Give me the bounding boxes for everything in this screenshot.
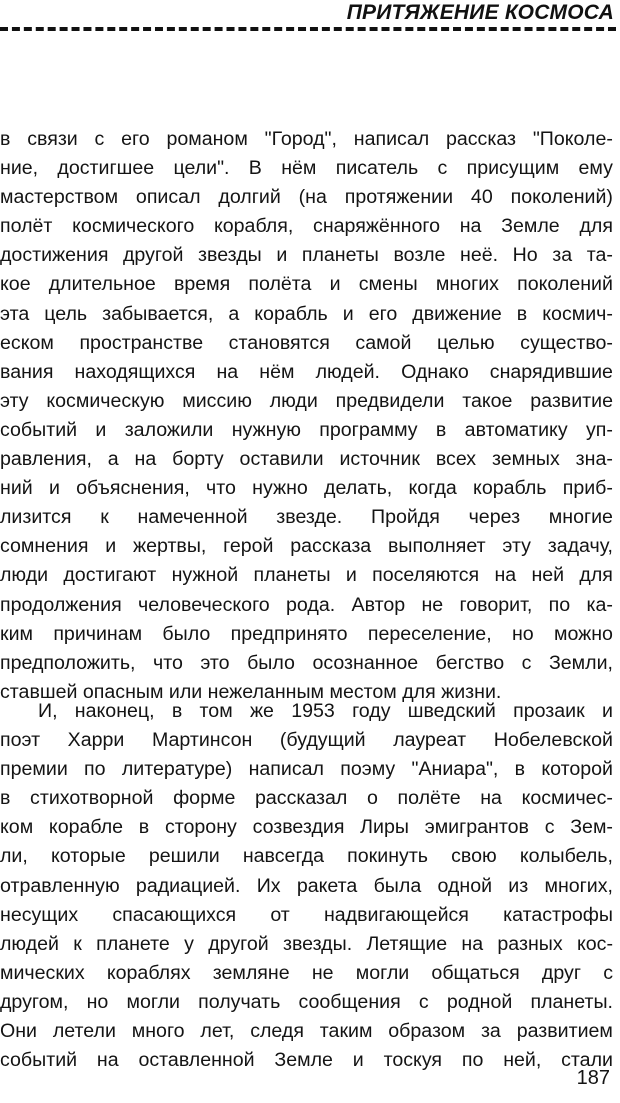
text-line: ли, которые решили навсегда покинуть свою колыбель,: [0, 845, 613, 868]
paragraph-1: [0, 125, 613, 707]
text-line: ставшей опасным или нежеланным местом для жизни.: [0, 680, 502, 703]
header-dashed-rule: [0, 27, 616, 31]
text-line: еском пространстве становятся самой целью существо-: [0, 331, 613, 354]
text-line: в связи с его романом "Город", написал рассказ "Поколе-: [0, 128, 613, 150]
header-title: ПРИТЯЖЕНИЕ КОСМОСА: [346, 1, 614, 24]
text-line: событий и заложили нужную программу в автоматику уп-: [0, 418, 613, 441]
text-line: премии по литературе) написал поэму "Аниара", в которой: [0, 758, 613, 781]
text-line: людей к планете у другой звезды. Летящие на разных кос-: [0, 932, 613, 955]
text-line: несущих спасающихся от надвигающейся катастрофы: [0, 903, 613, 926]
running-header: [0, 0, 620, 34]
text-line: достижения другой звезды и планеты возле неё. Но за та-: [0, 244, 613, 267]
text-line: лизится к намеченной звезде. Пройдя через многие: [0, 506, 613, 529]
paragraph-2: [0, 697, 613, 1075]
text-line: событий на оставленной Земле и тоскуя по ней, стали: [0, 1049, 613, 1072]
text-line: другом, но могли получать сообщения с родной планеты.: [0, 990, 613, 1013]
text-line: ние, достигшее цели". В нём писатель с присущим ему: [0, 157, 613, 180]
page-number: 187: [576, 1067, 610, 1089]
text-line: кое длительное время полёта и смены многих поколений: [0, 273, 613, 296]
text-line: отравленную радиацией. Их ракета была одной из многих,: [0, 874, 613, 897]
text-line: эту космическую миссию люди предвидели такое развитие: [0, 389, 613, 412]
text-line: эта цель забывается, а корабль и его движение в космич-: [0, 302, 613, 325]
text-line: люди достигают нужной планеты и поселяются на ней для: [0, 564, 613, 587]
text-line: равления, а на борту оставили источник всех земных зна-: [0, 448, 613, 471]
text-line: мических кораблях земляне не могли общаться друг с: [0, 961, 613, 984]
text-line: ком корабле в сторону созвездия Лиры эмигрантов с Зем-: [0, 816, 613, 839]
text-line: поэт Харри Мартинсон (будущий лауреат Нобелевской: [0, 729, 613, 752]
text-line: ний и объяснения, что нужно делать, когда корабль приб-: [0, 477, 613, 500]
text-line: Они летели много лет, следя таким образом за развитием: [0, 1020, 613, 1043]
text-line: сомнения и жертвы, герой рассказа выполняет эту задачу,: [0, 535, 613, 558]
text-line: ким причинам было предпринято переселение, но можно: [0, 622, 613, 645]
text-line: вания находящихся на нём людей. Однако снарядившие: [0, 360, 613, 383]
text-line: продолжения человеческого рода. Автор не говорит, по ка-: [0, 593, 613, 616]
text-line: в стихотворной форме рассказал о полёте на космичес-: [0, 787, 613, 810]
text-line: И, наконец, в том же 1953 году шведский прозаик и: [38, 700, 613, 722]
text-line: мастерством описал долгий (на протяжении 40 поколений): [0, 186, 613, 209]
text-line: предположить, что это было осознанное бегство с Земли,: [0, 651, 613, 674]
text-line: полёт космического корабля, снаряжённого на Земле для: [0, 215, 613, 238]
